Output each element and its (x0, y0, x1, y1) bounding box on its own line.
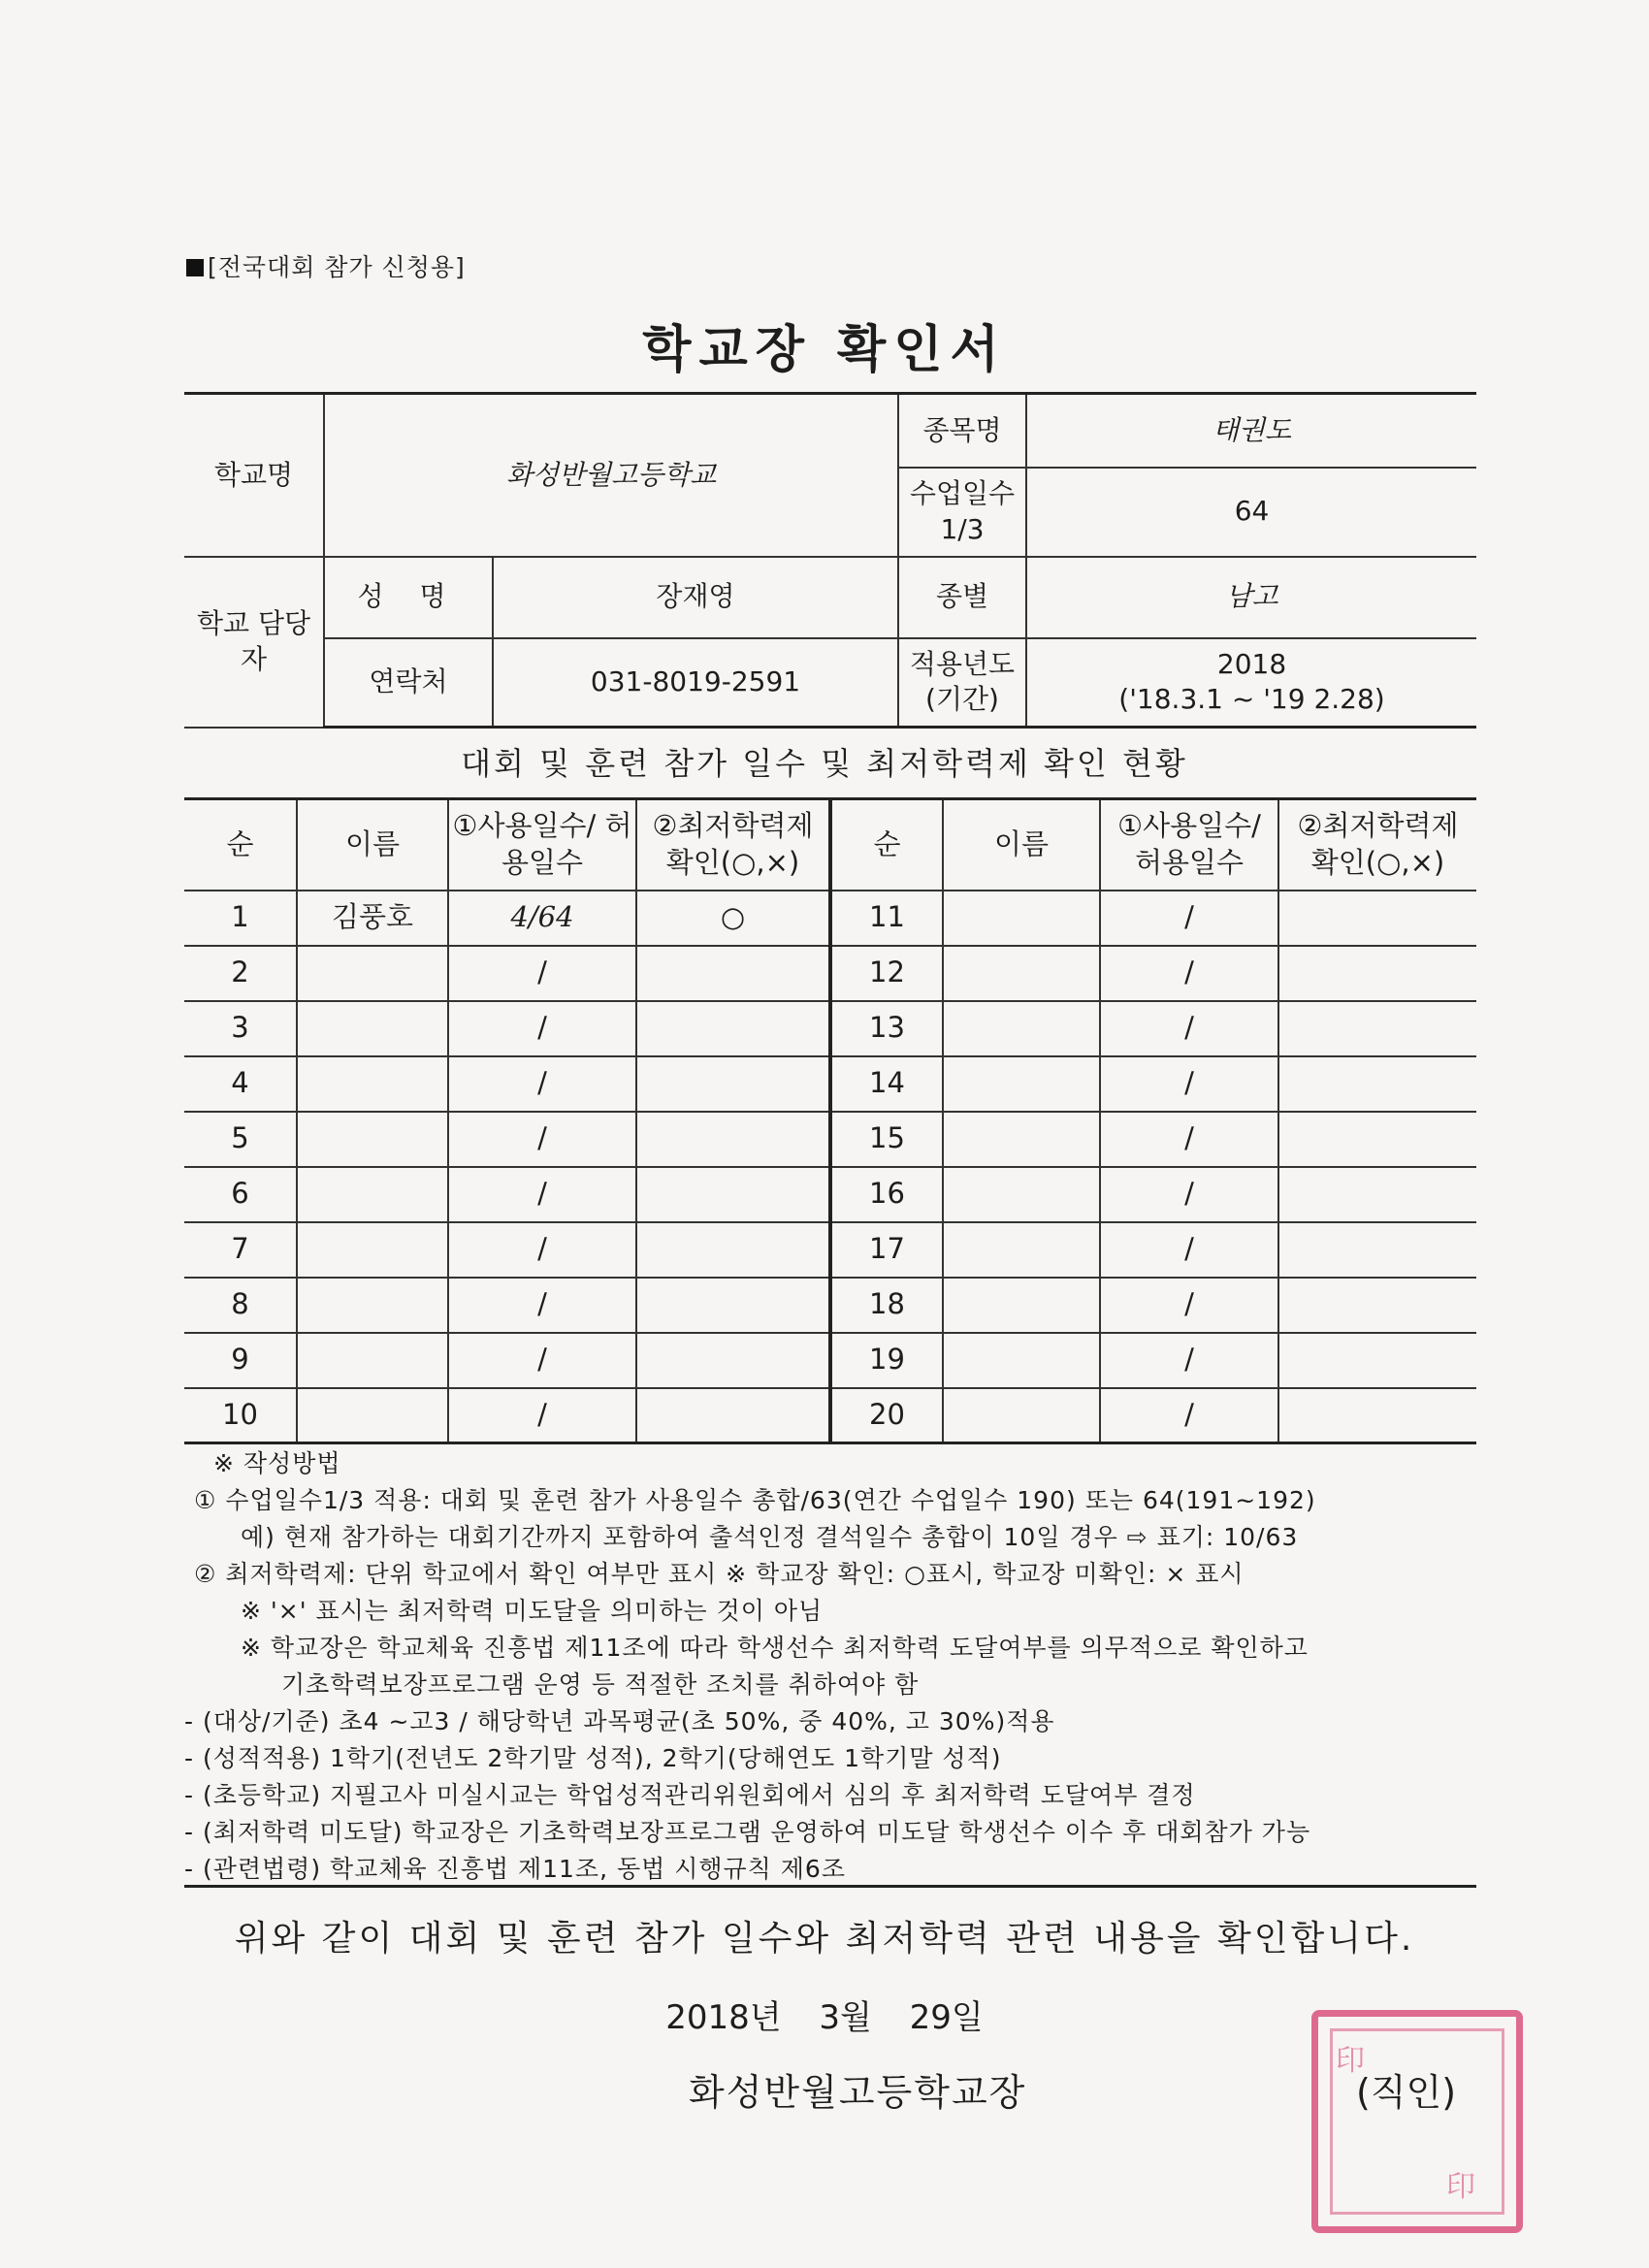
row-check-cell (636, 946, 830, 1001)
detail-5: - (관련법령) 학교체육 진흥법 제11조, 동법 시행규칙 제6조 (184, 1855, 846, 1883)
row-no-cell: 18 (830, 1278, 943, 1333)
row-days-cell: / (448, 1001, 636, 1056)
row-name-cell (943, 1167, 1100, 1222)
row-check-cell (1278, 1278, 1476, 1333)
row-days-cell: / (1100, 1222, 1278, 1278)
class-days-value: 64 (1026, 468, 1476, 557)
row-check-cell (636, 1167, 830, 1222)
note-1: ① 수업일수1/3 적용: 대회 및 훈련 참가 사용일수 총합/63(연간 수업일수 190) 또는 64(191~192) (194, 1486, 1316, 1514)
table-row (184, 946, 1476, 1001)
row-check-cell (636, 1333, 830, 1388)
row-days-cell: / (1100, 1001, 1278, 1056)
form-tag-text: [전국대회 참가 신청용] (208, 253, 466, 281)
table-header-row (184, 799, 1476, 891)
row-check-cell (636, 1056, 830, 1112)
row-no-cell: 15 (830, 1112, 943, 1167)
row-days-cell: / (1100, 1167, 1278, 1222)
row-days-cell: / (448, 1112, 636, 1167)
period-value: ('18.3.1 ~ '19 2.28) (1118, 683, 1385, 716)
row-name-cell (297, 1333, 448, 1388)
row-days-cell: / (448, 1388, 636, 1443)
name-value: 장재영 (493, 557, 898, 638)
row-days-cell: / (1100, 1278, 1278, 1333)
principal-title: 화성반월고등학교장 (689, 2071, 1027, 2114)
row-no-cell: 9 (184, 1333, 297, 1388)
row-days-cell: / (448, 1167, 636, 1222)
table-row (184, 1001, 1476, 1056)
row-no-cell: 3 (184, 1001, 297, 1056)
sport-label: 종목명 (898, 394, 1026, 468)
row-check-cell (636, 1278, 830, 1333)
section-title: 대회 및 훈련 참가 일수 및 최저학력제 확인 현황 (461, 745, 1188, 782)
black-square-icon (186, 259, 204, 276)
row-check-cell (1278, 1167, 1476, 1222)
header-no: 순 (830, 799, 943, 891)
row-name-cell (943, 1333, 1100, 1388)
detail-1: - (대상/기준) 초4 ~고3 / 해당학년 과목평균(초 50%, 중 40%, 고 30%)적용 (184, 1707, 1055, 1735)
row-days-cell: / (448, 1333, 636, 1388)
detail-4: - (최저학력 미도달) 학교장은 기초학력보장프로그램 운영하여 미도달 학생선수 이수 후 대회참가 가능 (184, 1818, 1311, 1846)
row-no-cell: 2 (184, 946, 297, 1001)
confirmation-text: 위와 같이 대회 및 훈련 참가 일수와 최저학력 관련 내용을 확인합니다. (234, 1919, 1415, 1959)
row-no-cell: 19 (830, 1333, 943, 1388)
row-no-cell: 14 (830, 1056, 943, 1112)
gender-label: 종별 (898, 557, 1026, 638)
row-name-cell (297, 1278, 448, 1333)
row-name-cell: 김풍호 (297, 891, 448, 946)
note-1-example: 예) 현재 참가하는 대회기간까지 포함하여 출석인정 결석일수 총합이 10일 경우 ⇨ 표기: 10/63 (241, 1523, 1299, 1551)
seal-mark-icon: 印 (1446, 2170, 1475, 2204)
row-name-cell (943, 1056, 1100, 1112)
row-check-cell (636, 1001, 830, 1056)
row-name-cell (297, 946, 448, 1001)
row-name-cell (943, 1278, 1100, 1333)
gender-value: 남고 (1026, 557, 1476, 638)
row-no-cell: 16 (830, 1167, 943, 1222)
row-name-cell (297, 1222, 448, 1278)
row-check-cell: ○ (636, 891, 830, 946)
row-no-cell: 7 (184, 1222, 297, 1278)
contact-value: 031-8019-2591 (493, 638, 898, 728)
document-title: 학교장 확인서 (642, 321, 1007, 379)
issue-date: 2018년 3월 29일 (665, 1998, 984, 2037)
row-name-cell (943, 1112, 1100, 1167)
row-name-cell (943, 1222, 1100, 1278)
row-days-cell: / (1100, 1112, 1278, 1167)
row-check-cell (1278, 1056, 1476, 1112)
row-days-cell: / (448, 1056, 636, 1112)
row-check-cell (1278, 1001, 1476, 1056)
seal-label: (직인) (1356, 2071, 1457, 2114)
year-cell (1026, 638, 1476, 728)
row-no-cell: 10 (184, 1388, 297, 1443)
header-days: ①사용일수/ 허용일수 (1100, 799, 1278, 891)
table-row (184, 1056, 1476, 1112)
row-name-cell (943, 891, 1100, 946)
note-2c: 기초학력보장프로그램 운영 등 적절한 조치를 취하여야 함 (281, 1670, 920, 1699)
row-check-cell (1278, 1112, 1476, 1167)
row-check-cell (1278, 1333, 1476, 1388)
row-no-cell: 12 (830, 946, 943, 1001)
table-row (184, 1167, 1476, 1222)
header-name: 이름 (297, 799, 448, 891)
row-no-cell: 8 (184, 1278, 297, 1333)
table-row (184, 1388, 1476, 1443)
participation-table (184, 797, 1476, 1444)
row-name-cell (943, 1001, 1100, 1056)
row-days-cell: / (1100, 946, 1278, 1001)
note-2a: ※ '×' 표시는 최저학력 미도달을 의미하는 것이 아님 (241, 1597, 824, 1625)
row-no-cell: 4 (184, 1056, 297, 1112)
row-name-cell (297, 1388, 448, 1443)
contact-label: 연락처 (324, 638, 493, 728)
instructions (184, 1445, 1484, 1888)
school-label: 학교명 (184, 394, 324, 557)
row-check-cell (1278, 1388, 1476, 1443)
year-label: 적용년도 (기간) (898, 638, 1026, 728)
row-days-cell: / (448, 1278, 636, 1333)
header-days: ①사용일수/ 허용일수 (448, 799, 636, 891)
row-name-cell (943, 946, 1100, 1001)
row-check-cell (1278, 946, 1476, 1001)
row-check-cell (636, 1112, 830, 1167)
row-days-cell: / (1100, 1388, 1278, 1443)
note-2b: ※ 학교장은 학교체육 진흥법 제11조에 따라 학생선수 최저학력 도달여부를 의무적으로 확인하고 (241, 1634, 1309, 1662)
year-value: 2018 (1216, 647, 1287, 680)
row-check-cell (636, 1388, 830, 1443)
manager-label: 학교 담당자 (184, 557, 324, 728)
row-no-cell: 20 (830, 1388, 943, 1443)
detail-2: - (성적적용) 1학기(전년도 2학기말 성적), 2학기(당해연도 1학기말 성적) (184, 1744, 1002, 1772)
row-name-cell (297, 1112, 448, 1167)
divider (184, 1885, 1476, 1888)
row-name-cell (297, 1001, 448, 1056)
row-no-cell: 13 (830, 1001, 943, 1056)
row-no-cell: 11 (830, 891, 943, 946)
header-check: ②최저학력제 확인(○,×) (1278, 799, 1476, 891)
row-days-cell: / (448, 946, 636, 1001)
row-name-cell (297, 1167, 448, 1222)
header-name: 이름 (943, 799, 1100, 891)
seal-mark-icon: 印 (1336, 2044, 1365, 2078)
row-no-cell: 5 (184, 1112, 297, 1167)
class-days-label: 수업일수 1/3 (898, 468, 1026, 557)
table-row (184, 1333, 1476, 1388)
form-tag (186, 248, 466, 283)
table-row (184, 1112, 1476, 1167)
row-no-cell: 1 (184, 891, 297, 946)
row-name-cell (943, 1388, 1100, 1443)
row-days-cell: / (1100, 891, 1278, 946)
table-row (184, 1278, 1476, 1333)
official-seal-stamp (1311, 2010, 1523, 2233)
table-row (184, 891, 1476, 946)
name-label: 성 명 (324, 557, 493, 638)
info-table (184, 392, 1476, 729)
row-no-cell: 17 (830, 1222, 943, 1278)
row-check-cell (636, 1222, 830, 1278)
header-check: ②최저학력제 확인(○,×) (636, 799, 830, 891)
row-check-cell (1278, 891, 1476, 946)
school-name: 화성반월고등학교 (324, 394, 898, 557)
row-name-cell (297, 1056, 448, 1112)
row-no-cell: 6 (184, 1167, 297, 1222)
notes-heading: ※ 작성방법 (213, 1449, 341, 1477)
detail-3: - (초등학교) 지필고사 미실시교는 학업성적관리위원회에서 심의 후 최저학력 도달여부 결정 (184, 1781, 1196, 1809)
row-days-cell: / (1100, 1333, 1278, 1388)
header-no: 순 (184, 799, 297, 891)
row-days-cell: / (1100, 1056, 1278, 1112)
sport-value: 태권도 (1026, 394, 1476, 468)
row-check-cell (1278, 1222, 1476, 1278)
row-days-cell: / (448, 1222, 636, 1278)
table-row (184, 1222, 1476, 1278)
note-2: ② 최저학력제: 단위 학교에서 확인 여부만 표시 ※ 학교장 확인: ○표시, 학교장 미확인: × 표시 (194, 1560, 1245, 1588)
row-days-cell: 4/64 (448, 891, 636, 946)
